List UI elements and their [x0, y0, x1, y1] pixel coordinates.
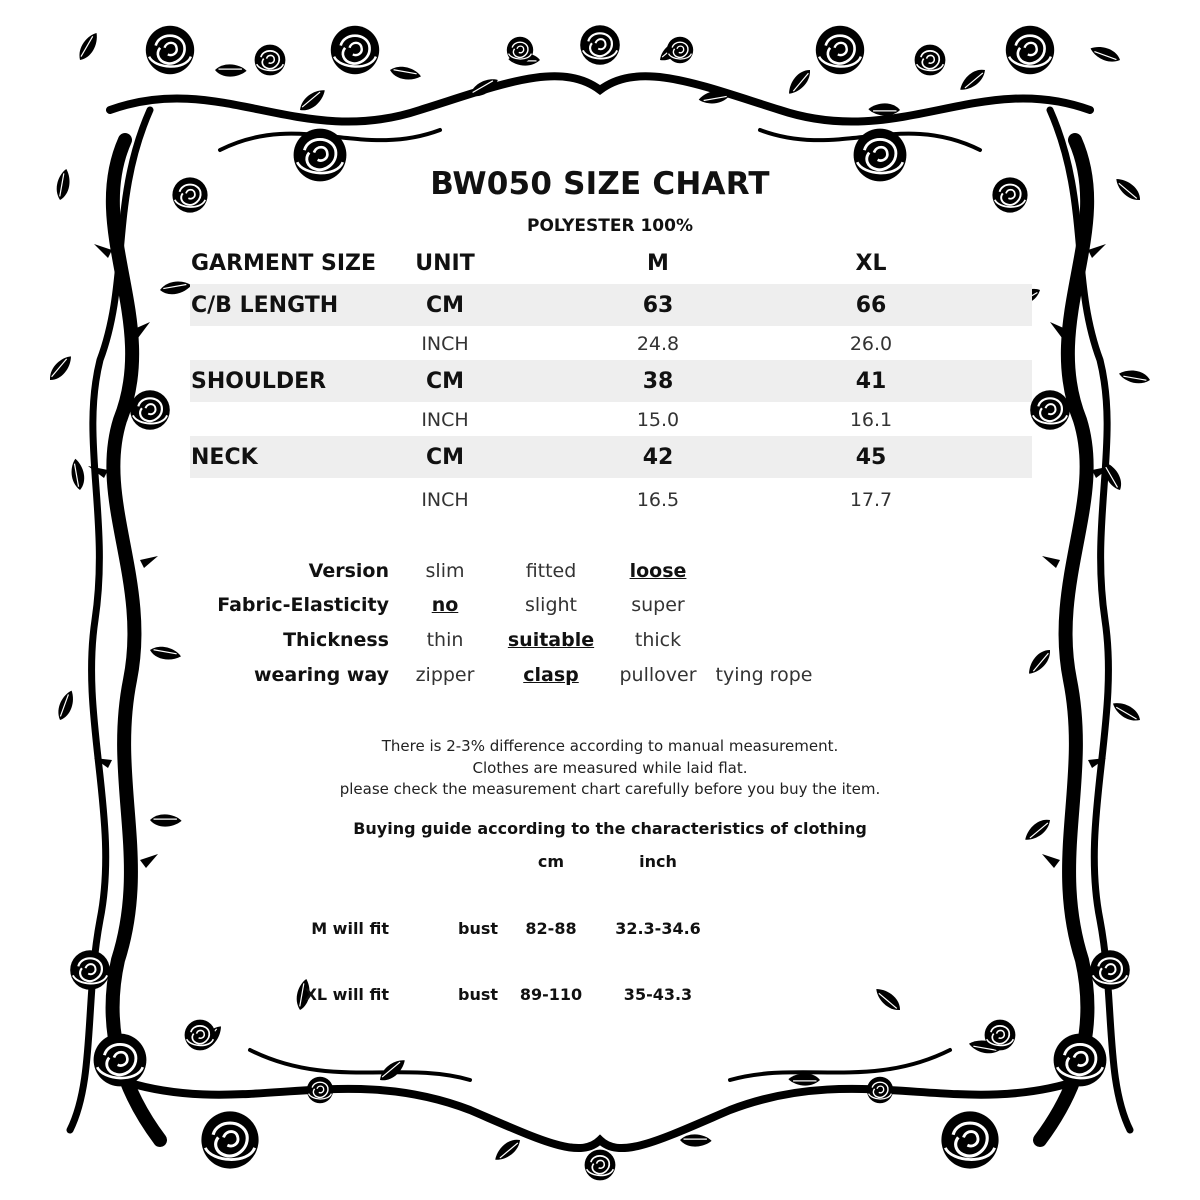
note-line: There is 2-3% difference according to manual measurement.: [381, 737, 839, 755]
cell-xl-value: 16.1: [849, 409, 893, 431]
guide-inch-value: 35-43.3: [623, 985, 693, 1004]
cell-m-value: 15.0: [636, 409, 680, 431]
option-super: super: [631, 594, 685, 616]
row-unit-inch: INCH: [421, 333, 469, 355]
option-thin: thin: [426, 629, 464, 651]
guide-fit-m: M will fit: [311, 919, 389, 938]
option-fitted: fitted: [525, 560, 577, 582]
header-size-xl: XL: [855, 251, 887, 276]
table-row-shade: [190, 436, 1032, 478]
guide-part: bust: [457, 919, 499, 938]
cell-m-value: 16.5: [636, 489, 680, 511]
attr-label-wearing-way: wearing way: [253, 664, 389, 686]
cell-xl-value: 17.7: [849, 489, 893, 511]
material-label: POLYESTER 100%: [527, 216, 693, 236]
guide-part: bust: [457, 985, 499, 1004]
row-unit-inch: INCH: [421, 409, 469, 431]
row-label-neck: NECK: [191, 445, 258, 470]
guide-cm-value: 82-88: [525, 919, 577, 938]
option-suitable-selected: suitable: [507, 629, 595, 651]
note-line: please check the measurement chart carefully before you buy the item.: [339, 780, 881, 798]
chart-title: BW050 SIZE CHART: [430, 166, 770, 202]
row-unit-inch: INCH: [421, 489, 469, 511]
cell-m-value: 63: [642, 293, 674, 318]
option-clasp-selected: clasp: [523, 664, 579, 686]
guide-fit-xl: XL will fit: [304, 985, 389, 1004]
cell-xl-value: 26.0: [849, 333, 893, 355]
option-no-selected: no: [431, 594, 459, 616]
cell-m-value: 42: [642, 445, 674, 470]
cell-m-value: 24.8: [636, 333, 680, 355]
header-size-m: M: [647, 251, 669, 276]
option-loose-selected: loose: [629, 560, 687, 582]
option-thick: thick: [634, 629, 682, 651]
attr-label-fabric-elasticity: Fabric-Elasticity: [217, 594, 389, 616]
header-unit: UNIT: [415, 251, 475, 276]
guide-cm-value: 89-110: [519, 985, 583, 1004]
cell-m-value: 38: [642, 369, 674, 394]
guide-inch-value: 32.3-34.6: [615, 919, 701, 938]
guide-header-inch: inch: [639, 852, 677, 871]
option-zipper: zipper: [415, 664, 475, 686]
buying-guide-title: Buying guide according to the characteristics of clothing: [353, 819, 867, 838]
guide-header-cm: cm: [537, 852, 565, 871]
row-unit-cm: CM: [425, 369, 465, 394]
option-pullover: pullover: [619, 664, 697, 686]
row-unit-cm: CM: [425, 445, 465, 470]
cell-xl-value: 66: [855, 293, 887, 318]
cell-xl-value: 41: [855, 369, 887, 394]
cell-xl-value: 45: [855, 445, 887, 470]
row-label-cb-length: C/B LENGTH: [191, 293, 339, 318]
attr-label-thickness: Thickness: [283, 629, 389, 651]
note-line: Clothes are measured while laid flat.: [472, 759, 748, 777]
option-slim: slim: [425, 560, 465, 582]
option-slight: slight: [524, 594, 578, 616]
option-tying-rope: tying rope: [715, 664, 813, 686]
attr-label-version: Version: [308, 560, 389, 582]
row-unit-cm: CM: [425, 293, 465, 318]
row-label-shoulder: SHOULDER: [191, 369, 327, 394]
header-garment-size: GARMENT SIZE: [191, 251, 377, 276]
